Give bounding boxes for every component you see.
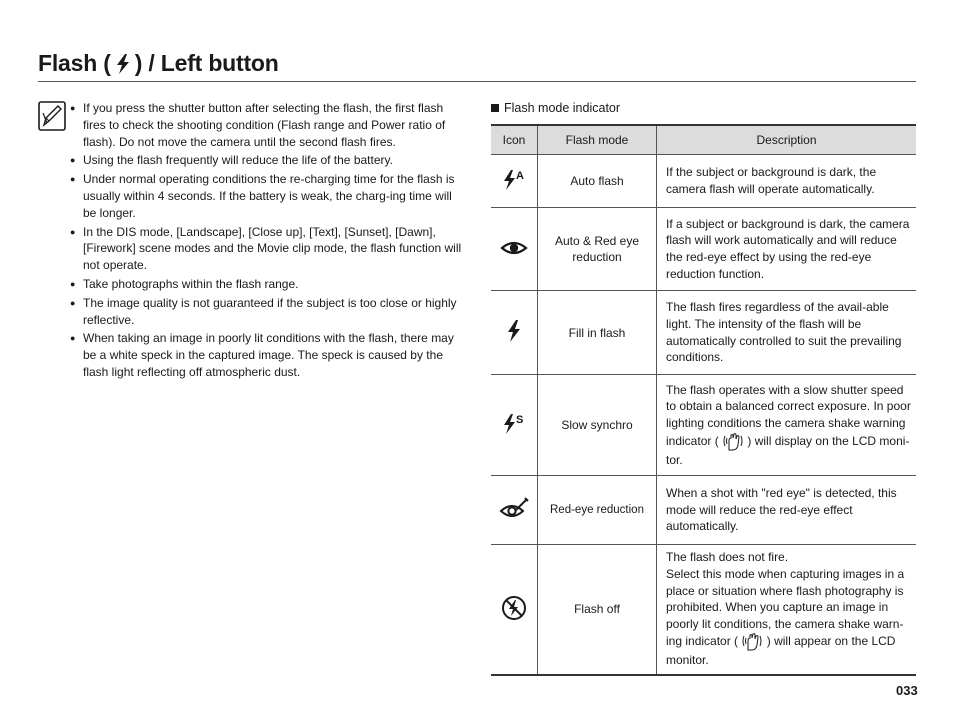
note-item: ● In the DIS mode, [Landscape], [Close up], [Text], [Sunset], [Dawn], [Firework] scene modes and the Movie clip mode, the flash function will not operate.	[70, 224, 466, 274]
description-text: ) will display on the LCD moni-tor.	[666, 433, 910, 467]
icon-cell	[491, 208, 538, 291]
svg-text:S: S	[516, 413, 524, 426]
icon-cell	[491, 291, 538, 375]
mode-cell: Red-eye reduction	[538, 476, 657, 545]
table-row	[491, 155, 916, 208]
table-row	[491, 208, 916, 291]
square-bullet-icon	[491, 104, 499, 112]
auto-flash-icon	[501, 168, 527, 192]
note-item: ● When taking an image in poorly lit conditions with the flash, there may be a white speck in the captured image. The speck is caused by the flash light reflecting off atmospheric dust.	[70, 330, 466, 380]
page-title	[38, 50, 279, 77]
title-divider	[38, 81, 916, 82]
table-row	[491, 545, 916, 675]
table-header-row	[491, 125, 916, 155]
description-cell: The flash fires regardless of the avail-able light. The intensity of the flash will be automatically controlled to suit the prevailing conditions.	[657, 291, 917, 375]
page-number: 033	[896, 683, 918, 698]
camera-shake-warning-icon	[741, 632, 763, 652]
flash-off-icon	[501, 595, 527, 621]
description-text: ) will appear on the LCD monitor.	[666, 634, 896, 668]
icon-cell	[491, 155, 538, 208]
icon-cell	[491, 375, 538, 476]
mode-cell: Flash off	[538, 545, 657, 675]
description-text: The flash does not fire. Select this mode when capturing images in a place or situation where flash photography is prohibited. When you capture an image in poorly lit conditions, the camera shake warn-ing indicator (	[666, 550, 905, 649]
flash-mode-table	[491, 124, 916, 676]
note-item: ● The image quality is not guaranteed if the subject is too close or highly reflective.	[70, 295, 466, 329]
description-cell	[657, 375, 917, 476]
flash-bolt-icon	[114, 53, 132, 75]
red-eye-auto-icon	[500, 239, 528, 257]
note-item: ● Take photographs within the flash range.	[70, 276, 466, 293]
page-title-prefix: Flash (	[38, 50, 111, 76]
header-icon: Icon	[491, 125, 538, 155]
table-caption	[491, 101, 620, 115]
icon-cell	[491, 476, 538, 545]
mode-cell: Auto flash	[538, 155, 657, 208]
note-item: ● Under normal operating conditions the re-charging time for the flash is usually within 4 seconds. If the battery is weak, the charg-ing time will be longer.	[70, 171, 466, 221]
header-mode: Flash mode	[538, 125, 657, 155]
note-pencil-icon	[38, 101, 66, 131]
mode-cell: Fill in flash	[538, 291, 657, 375]
table-row	[491, 476, 916, 545]
description-cell	[657, 545, 917, 675]
page-title-suffix: ) / Left button	[134, 50, 279, 76]
notes-list	[70, 100, 466, 383]
fill-in-flash-icon	[505, 319, 523, 343]
description-cell: When a shot with "red eye" is detected, this mode will reduce the red-eye effect automatically.	[657, 476, 917, 545]
description-cell: If a subject or background is dark, the camera flash will work automatically and will reduce the red-eye effect by using the red-eye reduction function.	[657, 208, 917, 291]
header-description: Description	[657, 125, 917, 155]
mode-cell: Auto & Red eye reduction	[538, 208, 657, 291]
table-row	[491, 375, 916, 476]
slow-synchro-icon	[501, 412, 527, 436]
table-row	[491, 291, 916, 375]
icon-cell	[491, 545, 538, 675]
description-cell: If the subject or background is dark, the camera flash will operate automatically.	[657, 155, 917, 208]
red-eye-fix-icon	[499, 497, 529, 521]
camera-shake-warning-icon	[722, 432, 744, 452]
note-item: ● Using the flash frequently will reduce the life of the battery.	[70, 152, 466, 169]
description-text: The flash operates with a slow shutter speed to obtain a balanced correct exposure. In poor lighting conditions the camera shake warning indicator (	[666, 382, 911, 448]
mode-cell: Slow synchro	[538, 375, 657, 476]
table-caption-text: Flash mode indicator	[504, 101, 621, 115]
svg-text:A: A	[516, 169, 524, 182]
note-item: ● If you press the shutter button after selecting the flash, the first flash fires to check the shooting condition (Flash range and Power ratio of flash). Do not move the camera until the second flash fires.	[70, 100, 466, 150]
